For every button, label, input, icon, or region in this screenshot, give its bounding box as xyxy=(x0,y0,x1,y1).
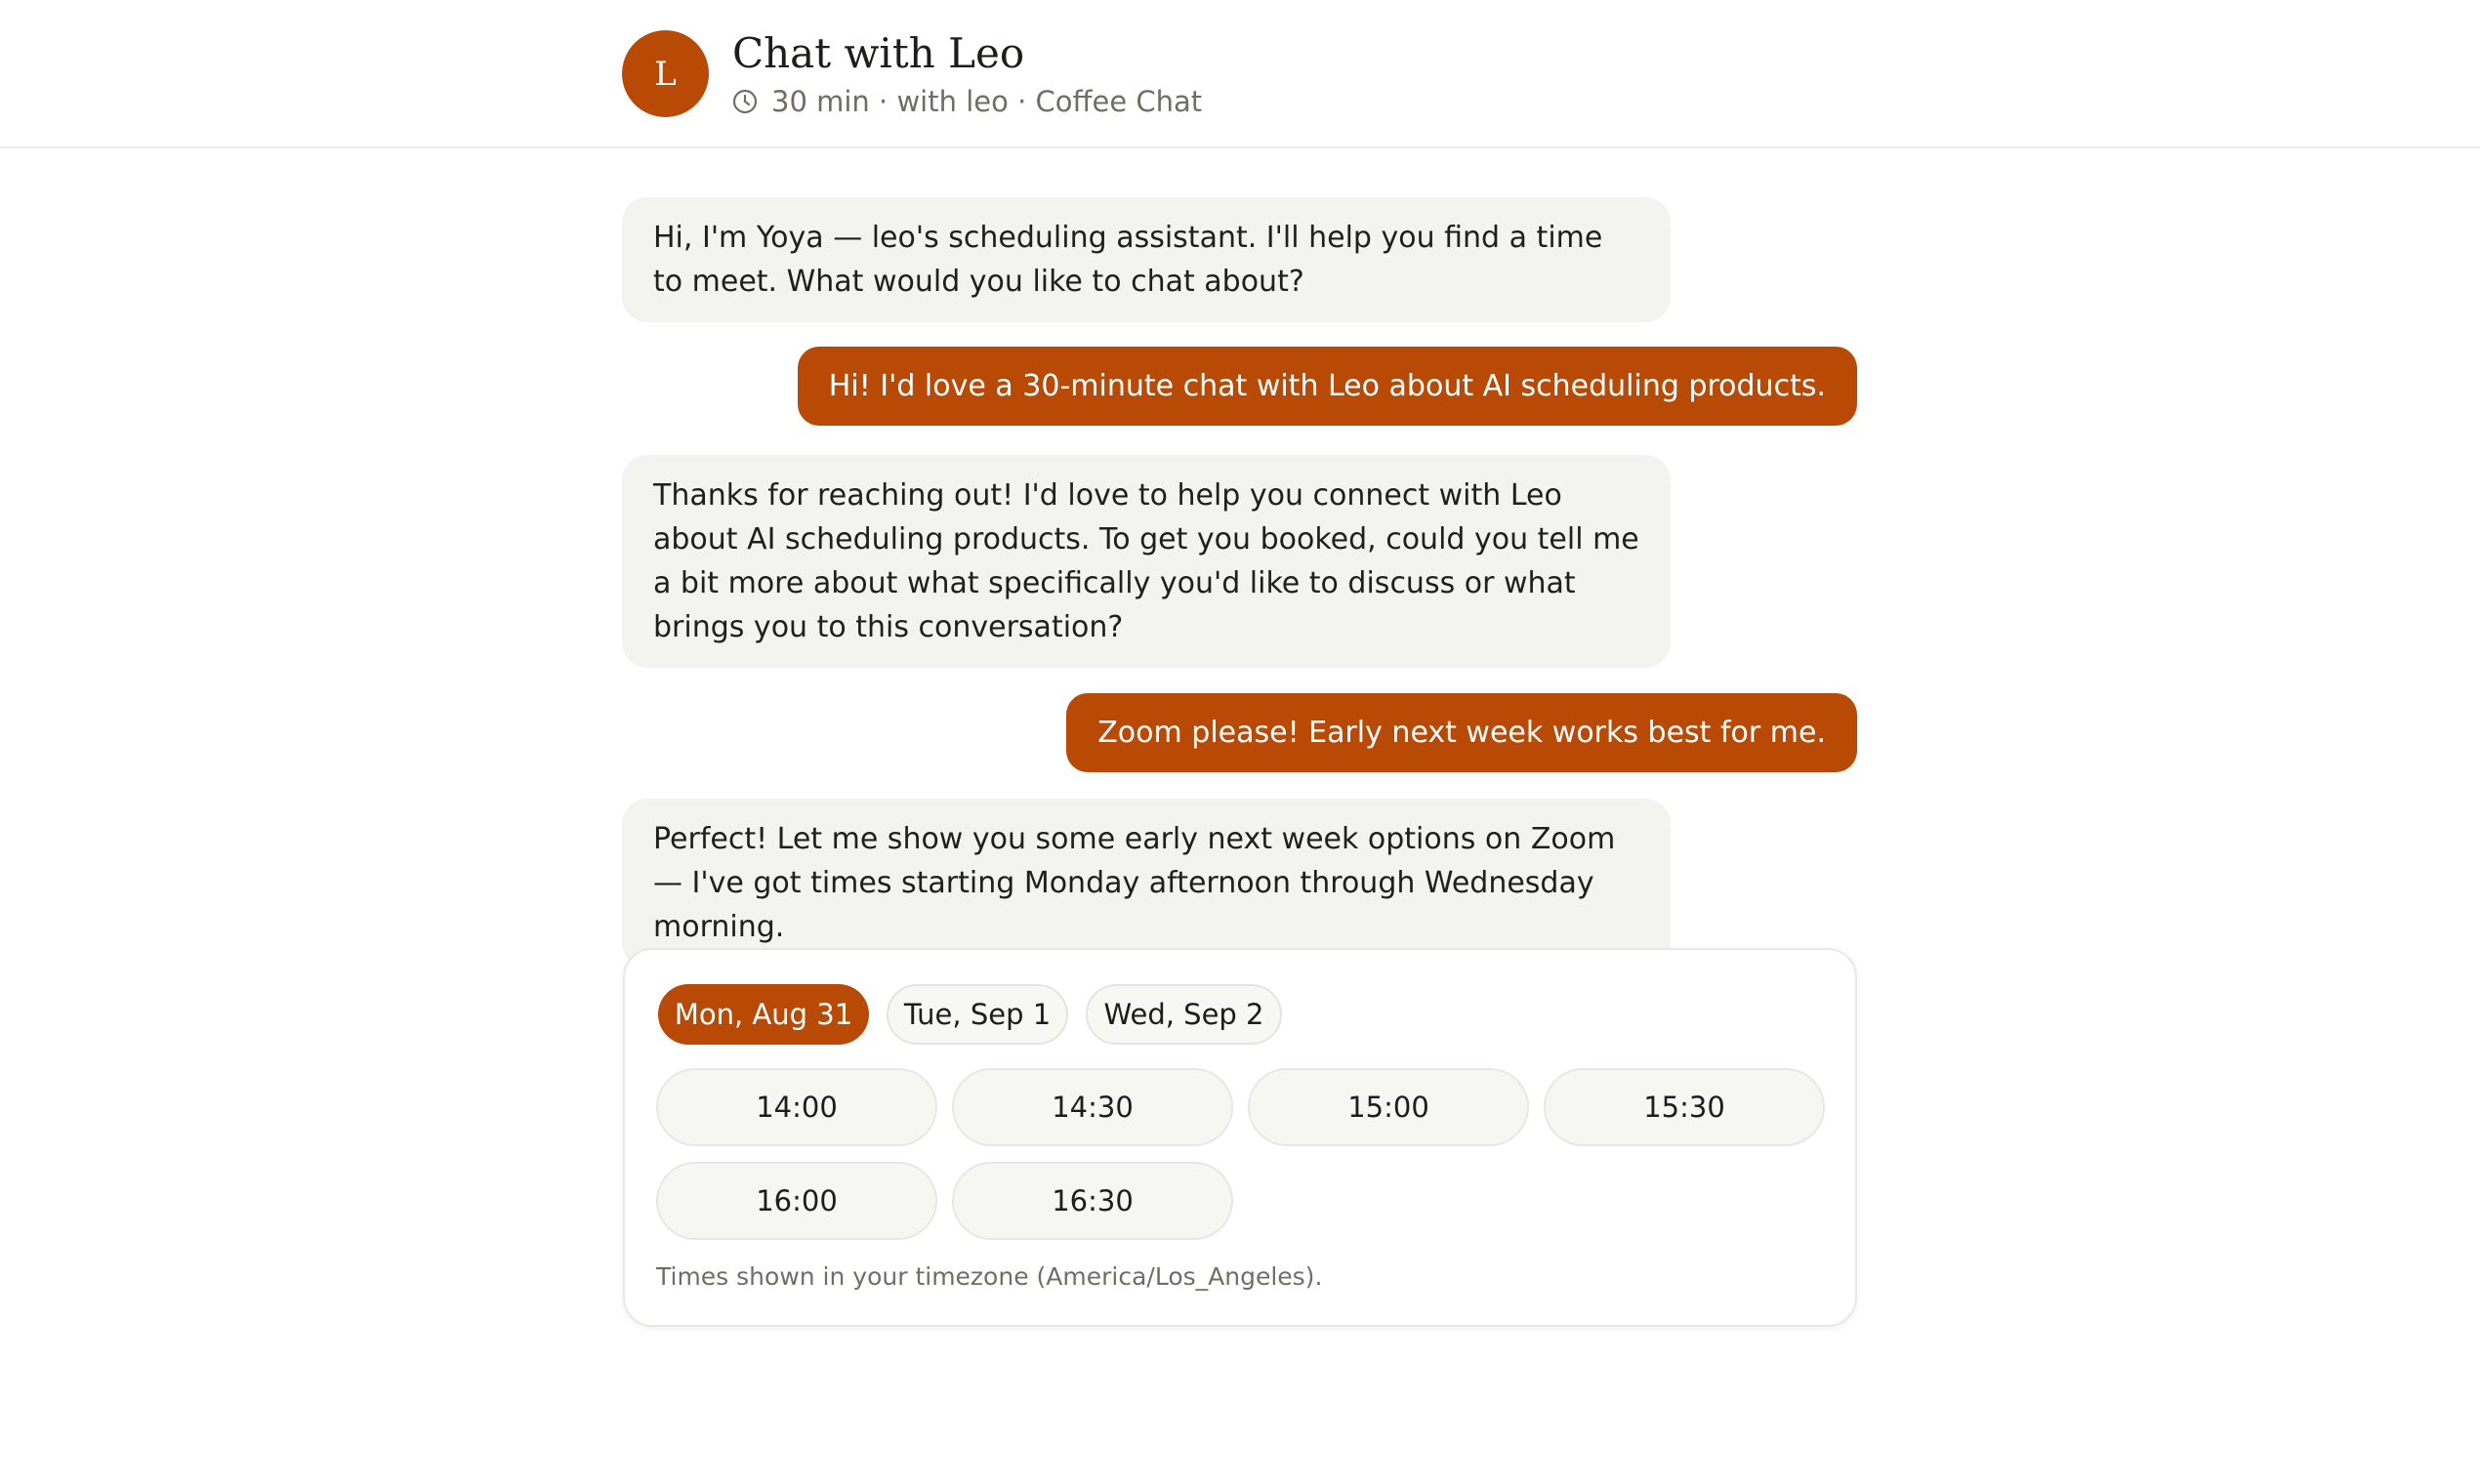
assistant-message: Perfect! Let me show you some early next week options on Zoom — I've got times starting Monday afternoon through Wednesday morning. xyxy=(622,799,1671,968)
assistant-message: Thanks for reaching out! I'd love to help you connect with Leo about AI scheduling products. To get you booked, could you tell me a bit more about what specifically you'd like to discuss or what brings you to this conversation? xyxy=(622,455,1671,668)
time-slot-button[interactable]: 16:30 xyxy=(952,1162,1233,1240)
time-slot-button[interactable]: 15:00 xyxy=(1248,1068,1529,1146)
day-tab-mon-aug-31[interactable]: Mon, Aug 31 xyxy=(658,984,869,1045)
time-slot-button[interactable]: 15:30 xyxy=(1544,1068,1825,1146)
user-message: Hi! I'd love a 30-minute chat with Leo about AI scheduling products. xyxy=(798,347,1857,426)
chat-header xyxy=(0,0,2480,148)
time-slot-button[interactable]: 14:30 xyxy=(952,1068,1233,1146)
user-message: Zoom please! Early next week works best for me. xyxy=(1066,693,1857,772)
avatar: L xyxy=(622,30,709,117)
time-slot-picker xyxy=(623,948,1857,1327)
timezone-note: Times shown in your timezone (America/Los_Angeles). xyxy=(656,1262,1323,1291)
time-slot-button[interactable]: 16:00 xyxy=(656,1162,937,1240)
meeting-details-text: 30 min · with leo · Coffee Chat xyxy=(771,85,1203,118)
day-tab-tue-sep-1[interactable]: Tue, Sep 1 xyxy=(887,984,1068,1045)
assistant-message: Hi, I'm Yoya — leo's scheduling assistant. I'll help you find a time to meet. What would you like to chat about? xyxy=(622,197,1671,322)
page-title: Chat with Leo xyxy=(732,29,1025,77)
meeting-details xyxy=(732,82,1202,121)
day-tab-wed-sep-2[interactable]: Wed, Sep 2 xyxy=(1086,984,1282,1045)
clock-icon xyxy=(732,89,758,114)
time-slot-button[interactable]: 14:00 xyxy=(656,1068,937,1146)
